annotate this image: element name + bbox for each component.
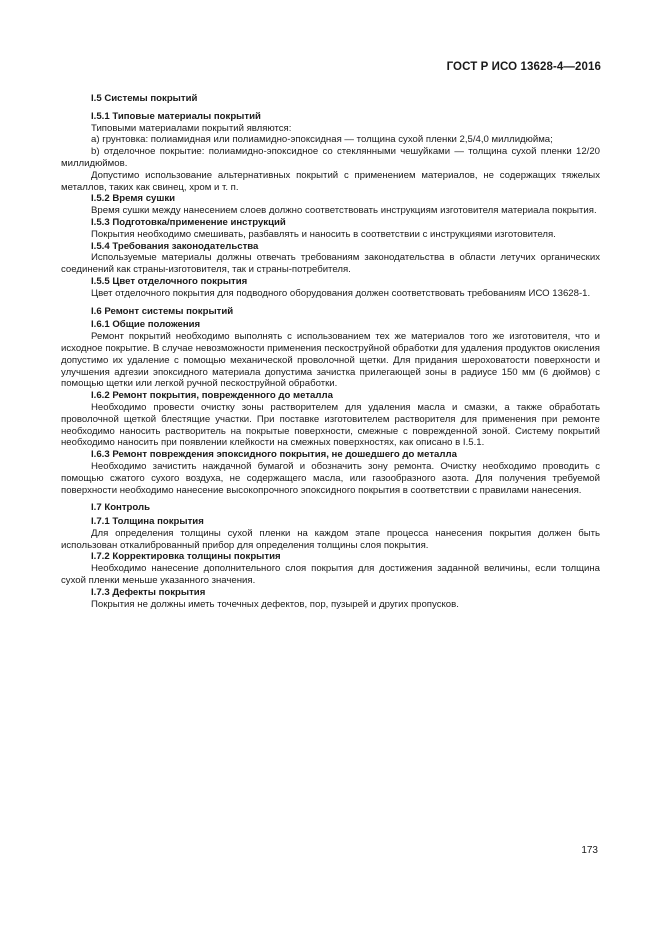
paragraph: Для определения толщины сухой пленки на каждом этапе процесса нанесения покрытия должен быть использован откалиброванный прибор для определения толщины слоя покрытия. (61, 527, 600, 551)
subsection-title-i73: I.7.3 Дефекты покрытия (91, 586, 206, 598)
list-item: b) отделочное покрытие: полиамидно-эпоксидное со стеклянными чешуйками — толщина сухой пленки 12/20 миллидюймов. (61, 146, 600, 169)
subsection-title-i71: I.7.1 Толщина покрытия (91, 516, 204, 528)
paragraph: Необходимо нанесение дополнительного слоя покрытия для достижения заданной величины, если толщина сухой пленки меньше указанного значения. (61, 563, 600, 587)
paragraph: Покрытия не должны иметь точечных дефектов, пор, пузырей и других пропусков. (91, 598, 459, 610)
paragraph: Используемые материалы должны отвечать требованиям законодательства в области летучих органических соединений как страны-изготовителя, так и страны-потребителя. (61, 252, 600, 276)
standard-id: ГОСТ Р ИСО 13628-4—2016 (446, 61, 601, 73)
paragraph: Необходимо провести очистку зоны растворителем для удаления масла и смазки, а также обработать проволочной щеткой блестящие участки. При поставке изготовителем растворителя для применения при ремонте необходимо наносить растворитель на покрытые поверхности, смежные с поврежденной зоной. Систему покрытий необходимо наносить при появлении клейкости на смежных поверхностях, как описано в I.5.1. (61, 401, 600, 449)
subsection-title-i61: I.6.1 Общие положения (91, 319, 201, 331)
subsection-title-i51: I.5.1 Типовые материалы покрытий (91, 110, 261, 122)
paragraph: Покрытия необходимо смешивать, разбавлять и наносить в соответствии с инструкциями изготовителя. (91, 228, 556, 240)
subsection-title-i54: I.5.4 Требования законодательства (91, 240, 259, 252)
subsection-title-i62: I.6.2 Ремонт покрытия, поврежденного до металла (91, 390, 333, 402)
paragraph: Необходимо зачистить наждачной бумагой и обозначить зону ремонта. Очистку необходимо проводить с помощью сжатого сухого воздуха, не содержащего масла, или газообразного азота. Для получения требуемой поверхности необходимо нанесение высокопрочного эпоксидного покрытия в соответствии с правилами нанесения. (61, 460, 600, 496)
section-title-i5: I.5 Системы покрытий (91, 93, 198, 104)
paragraph: Типовыми материалами покрытий являются: (91, 122, 292, 134)
subsection-title-i52: I.5.2 Время сушки (91, 193, 176, 205)
subsection-title-i63: I.6.3 Ремонт повреждения эпоксидного покрытия, не дошедшего до металла (91, 449, 457, 461)
section-title-i6: I.6 Ремонт системы покрытий (91, 305, 234, 317)
document-body (61, 93, 600, 610)
paragraph: Ремонт покрытий необходимо выполнять с использованием тех же материалов того же изготовителя, что и исходное покрытие. В случае невозможности применения пескоструйной обработки для удаления продуктов окисления допустимо их удаление с помощью механической проволочной щетки. Для придания шероховатости поверхности и улучшения адгезии эпоксидного материала допустима зачистка прилегающей зоны в радиусе 150 мм (6 дюймов) с помощью щетки или легкой ручной пескоструйной обработки. (61, 331, 600, 390)
subsection-title-i53: I.5.3 Подготовка/применение инструкций (91, 216, 286, 228)
section-title-i7: I.7 Контроль (91, 502, 151, 514)
paragraph: Цвет отделочного покрытия для подводного оборудования должен соответствовать требованиям ИСО 13628-1. (91, 287, 591, 299)
subsection-title-i72: I.7.2 Корректировка толщины покрытия (91, 551, 281, 563)
paragraph: Время сушки между нанесением слоев должно соответствовать инструкциям изготовителя материала покрытия. (91, 205, 597, 217)
list-item: а) грунтовка: полиамидная или полиамидно-эпоксидная — толщина сухой пленки 2,5/4,0 миллидюйма; (91, 134, 553, 146)
page-number: 173 (581, 845, 598, 856)
paragraph: Допустимо использование альтернативных покрытий с применением материалов, не содержащих тяжелых металлов, таких как свинец, хром и т. п. (61, 169, 600, 193)
subsection-title-i55: I.5.5 Цвет отделочного покрытия (91, 275, 248, 287)
